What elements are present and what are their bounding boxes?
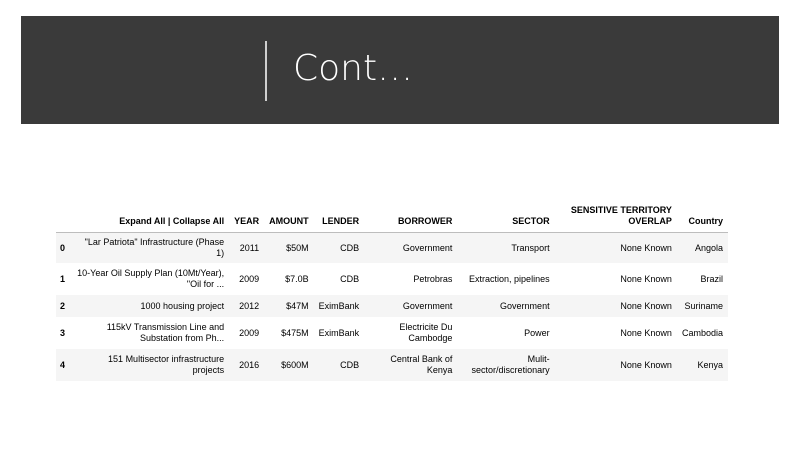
- header-borrower: BORROWER: [364, 202, 457, 233]
- cell-borrower: Government: [364, 233, 457, 264]
- table-row: [56, 349, 728, 381]
- cell-sensitive: None Known: [555, 295, 677, 317]
- projects-table: [56, 202, 728, 381]
- cell-sector: Government: [457, 295, 554, 317]
- cell-lender: EximBank: [314, 317, 365, 349]
- row-index: 2: [56, 295, 72, 317]
- cell-borrower: Government: [364, 295, 457, 317]
- cell-sector: Power: [457, 317, 554, 349]
- cell-amount: $7.0B: [264, 263, 314, 295]
- cell-sensitive: None Known: [555, 233, 677, 264]
- cell-year: 2012: [229, 295, 264, 317]
- cell-sector: Transport: [457, 233, 554, 264]
- cell-country: Brazil: [677, 263, 728, 295]
- cell-sensitive: None Known: [555, 263, 677, 295]
- cell-sector: Mulit-sector/discretionary: [457, 349, 554, 381]
- cell-borrower: Central Bank of Kenya: [364, 349, 457, 381]
- header-country: Country: [677, 202, 728, 233]
- table-row: [56, 295, 728, 317]
- cell-year: 2009: [229, 317, 264, 349]
- cell-project: 115kV Transmission Line and Substation from Ph...: [72, 317, 229, 349]
- cell-project: 151 Multisector infrastructure projects: [72, 349, 229, 381]
- cell-amount: $50M: [264, 233, 314, 264]
- table-row: [56, 317, 728, 349]
- cell-sector: Extraction, pipelines: [457, 263, 554, 295]
- cell-project: 1000 housing project: [72, 295, 229, 317]
- header-index: [56, 202, 72, 233]
- table-row: [56, 233, 728, 264]
- cell-amount: $47M: [264, 295, 314, 317]
- header-sector: SECTOR: [457, 202, 554, 233]
- row-index: 1: [56, 263, 72, 295]
- header-amount: AMOUNT: [264, 202, 314, 233]
- cell-amount: $475M: [264, 317, 314, 349]
- cell-lender: CDB: [314, 263, 365, 295]
- row-index: 0: [56, 233, 72, 264]
- row-index: 3: [56, 317, 72, 349]
- cell-borrower: Electricite Du Cambodge: [364, 317, 457, 349]
- cell-lender: CDB: [314, 349, 365, 381]
- title-banner: [21, 16, 779, 124]
- slide-title: Cont…: [293, 48, 414, 89]
- cell-lender: EximBank: [314, 295, 365, 317]
- table-header-row: [56, 202, 728, 233]
- header-sensitive-territory-overlap: SENSITIVE TERRITORY OVERLAP: [555, 202, 677, 233]
- cell-project: "Lar Patriota" Infrastructure (Phase 1): [72, 233, 229, 264]
- header-year: YEAR: [229, 202, 264, 233]
- cell-sensitive: None Known: [555, 349, 677, 381]
- table-row: [56, 263, 728, 295]
- cell-borrower: Petrobras: [364, 263, 457, 295]
- cell-lender: CDB: [314, 233, 365, 264]
- cell-country: Cambodia: [677, 317, 728, 349]
- cell-country: Kenya: [677, 349, 728, 381]
- cell-country: Suriname: [677, 295, 728, 317]
- expand-collapse-toggle[interactable]: Expand All | Collapse All: [72, 202, 229, 233]
- row-index: 4: [56, 349, 72, 381]
- header-lender: LENDER: [314, 202, 365, 233]
- cell-year: 2009: [229, 263, 264, 295]
- cell-country: Angola: [677, 233, 728, 264]
- cell-sensitive: None Known: [555, 317, 677, 349]
- cell-amount: $600M: [264, 349, 314, 381]
- title-divider: [265, 41, 267, 101]
- cell-year: 2011: [229, 233, 264, 264]
- cell-year: 2016: [229, 349, 264, 381]
- cell-project: 10-Year Oil Supply Plan (10Mt/Year), "Oil for ...: [72, 263, 229, 295]
